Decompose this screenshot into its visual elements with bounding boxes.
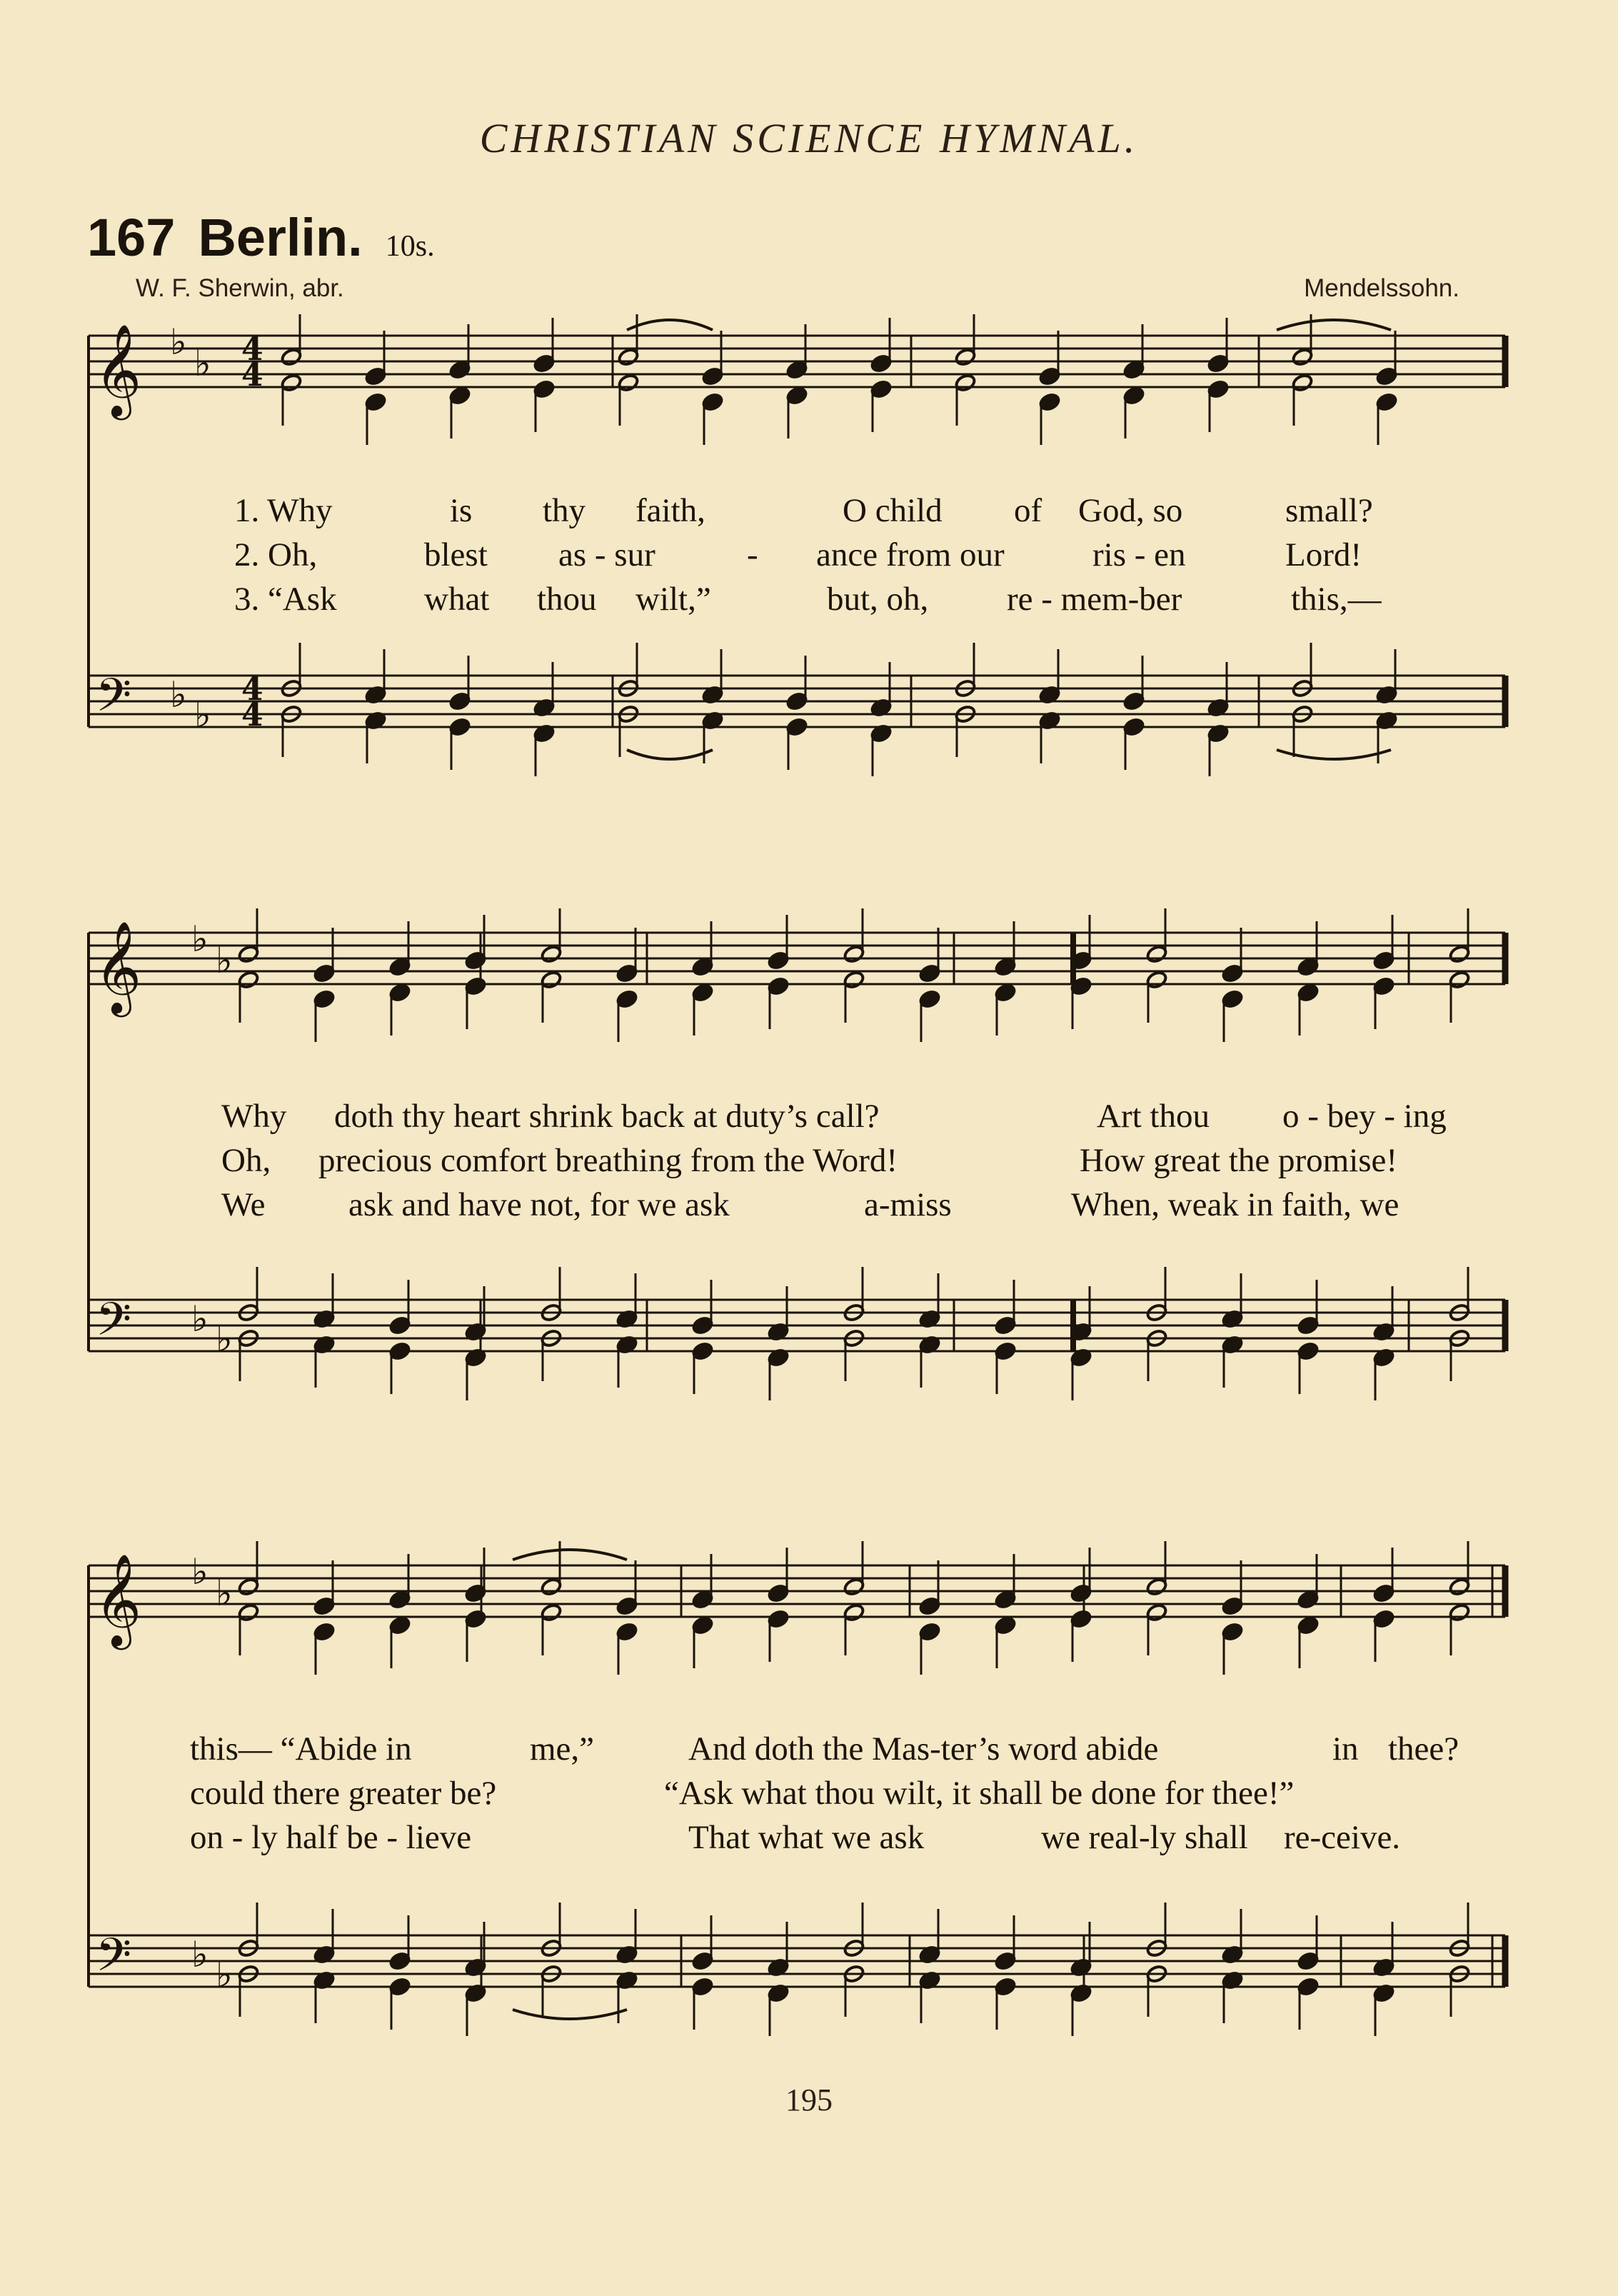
lyric-syllable: 1. Why [234,492,333,529]
treble-clef-icon: 𝄞 [94,921,142,1013]
lyric-syllable: How great the promise! [1080,1142,1398,1179]
page-number: 195 [785,2082,833,2117]
lyric-syllable: o - bey - ing [1282,1098,1447,1135]
flat-icon: ♭ [170,321,187,363]
lyric-syllable: small? [1285,492,1373,529]
lyric-syllable: ris - en [1092,536,1186,573]
tie [513,2010,627,2019]
music-system-1 [84,314,1514,828]
lyric-syllable: We [221,1186,266,1223]
time-signature: 4 [241,697,263,733]
lyric-syllable: When, weak in faith, we [1071,1186,1400,1223]
music-credit: Mendelssohn. [1304,274,1459,302]
flat-icon: ♭ [194,694,211,736]
verse-1-line [84,1730,1514,1771]
treble-clef-icon: 𝄞 [94,1553,142,1646]
lyric-syllable: faith, [635,492,705,529]
lyric-syllable: Why [221,1098,287,1135]
lyric-syllable: of [1014,492,1042,529]
lyric-syllable: - [747,536,758,573]
flat-icon: ♭ [194,343,211,384]
lyric-syllable: Lord! [1285,536,1362,573]
lyric-syllable: ask and have not, for we ask [348,1186,730,1223]
verse-3-line [84,580,1514,621]
flat-icon: ♭ [216,940,233,981]
tie [627,320,713,330]
flat-icon: ♭ [216,1318,233,1360]
verse-1-line [84,1097,1514,1138]
lyric-syllable: Oh, [221,1142,271,1179]
flat-icon: ♭ [216,1954,233,1995]
lyric-syllable: is [450,492,473,529]
hymn-tune-name: Berlin. [198,208,363,267]
words-credit: W. F. Sherwin, abr. [136,274,344,302]
hymn-meter: 10s. [385,230,435,263]
bass-clef-icon: 𝄢 [96,1929,132,1993]
lyric-syllable: “Ask what thou wilt, it shall be done for thee!” [664,1775,1295,1812]
verse-2-line [84,1141,1514,1183]
lyric-syllable: on - ly half be - lieve [190,1819,472,1856]
tie [1277,320,1391,330]
verse-1-line [84,491,1514,533]
lyric-syllable: a-miss [864,1186,952,1223]
flat-icon: ♭ [191,1298,208,1340]
hymn-number: 167 [87,208,176,267]
flat-icon: ♭ [191,918,208,960]
treble-clef-icon: 𝄞 [94,324,142,416]
lyric-syllable: God, so [1078,492,1183,529]
lyric-syllable: thy [543,492,586,529]
tie [513,1550,627,1560]
lyric-syllable: thou [537,581,597,618]
lyric-syllable: ance from our [816,536,1005,573]
lyric-syllable: what [424,581,490,618]
bass-clef-icon: 𝄢 [96,1293,132,1358]
verse-3-line [84,1818,1514,1860]
time-signature: 4 [241,357,263,393]
lyric-syllable: 3. “Ask [234,581,337,618]
lyric-syllable: we real-ly shall [1041,1819,1248,1856]
lyric-syllable: precious comfort breathing from the Word! [318,1142,898,1179]
flat-icon: ♭ [216,1573,233,1614]
music-system-3 [84,1528,1514,2071]
music-system-2 [84,893,1514,1435]
hymn-title-row [87,207,435,268]
tie [627,750,713,759]
lyric-syllable: but, oh, [827,581,929,618]
flat-icon: ♭ [191,1551,208,1593]
lyric-syllable: in [1332,1730,1359,1768]
lyric-syllable: 2. Oh, [234,536,318,573]
lyric-syllable: Art thou [1097,1098,1210,1135]
running-head: CHRISTIAN SCIENCE HYMNAL. [479,115,1139,161]
time-signature: 4 [241,331,263,368]
lyric-syllable: doth thy heart shrink back at duty’s call? [334,1098,880,1135]
lyric-syllable: me,” [530,1730,595,1768]
time-signature: 4 [241,671,263,708]
verse-2-line [84,536,1514,577]
lyric-syllable: could there greater be? [190,1775,497,1812]
lyric-syllable: re-ceive. [1284,1819,1401,1856]
lyric-syllable: And doth the Mas-ter’s word abide [688,1730,1159,1768]
lyric-syllable: this— “Abide in [190,1730,412,1768]
flat-icon: ♭ [170,674,187,716]
lyric-syllable: as - sur [558,536,655,573]
verse-2-line [84,1774,1514,1815]
bass-clef-icon: 𝄢 [96,669,132,733]
verse-3-line [84,1185,1514,1227]
lyric-syllable: this,— [1291,581,1382,618]
lyric-syllable: re - mem-ber [1007,581,1182,618]
lyric-syllable: wilt,” [635,581,711,618]
flat-icon: ♭ [191,1934,208,1975]
lyric-syllable: thee? [1388,1730,1459,1768]
lyric-syllable: That what we ask [688,1819,925,1856]
lyric-syllable: O child [843,492,943,529]
lyric-syllable: blest [424,536,488,573]
